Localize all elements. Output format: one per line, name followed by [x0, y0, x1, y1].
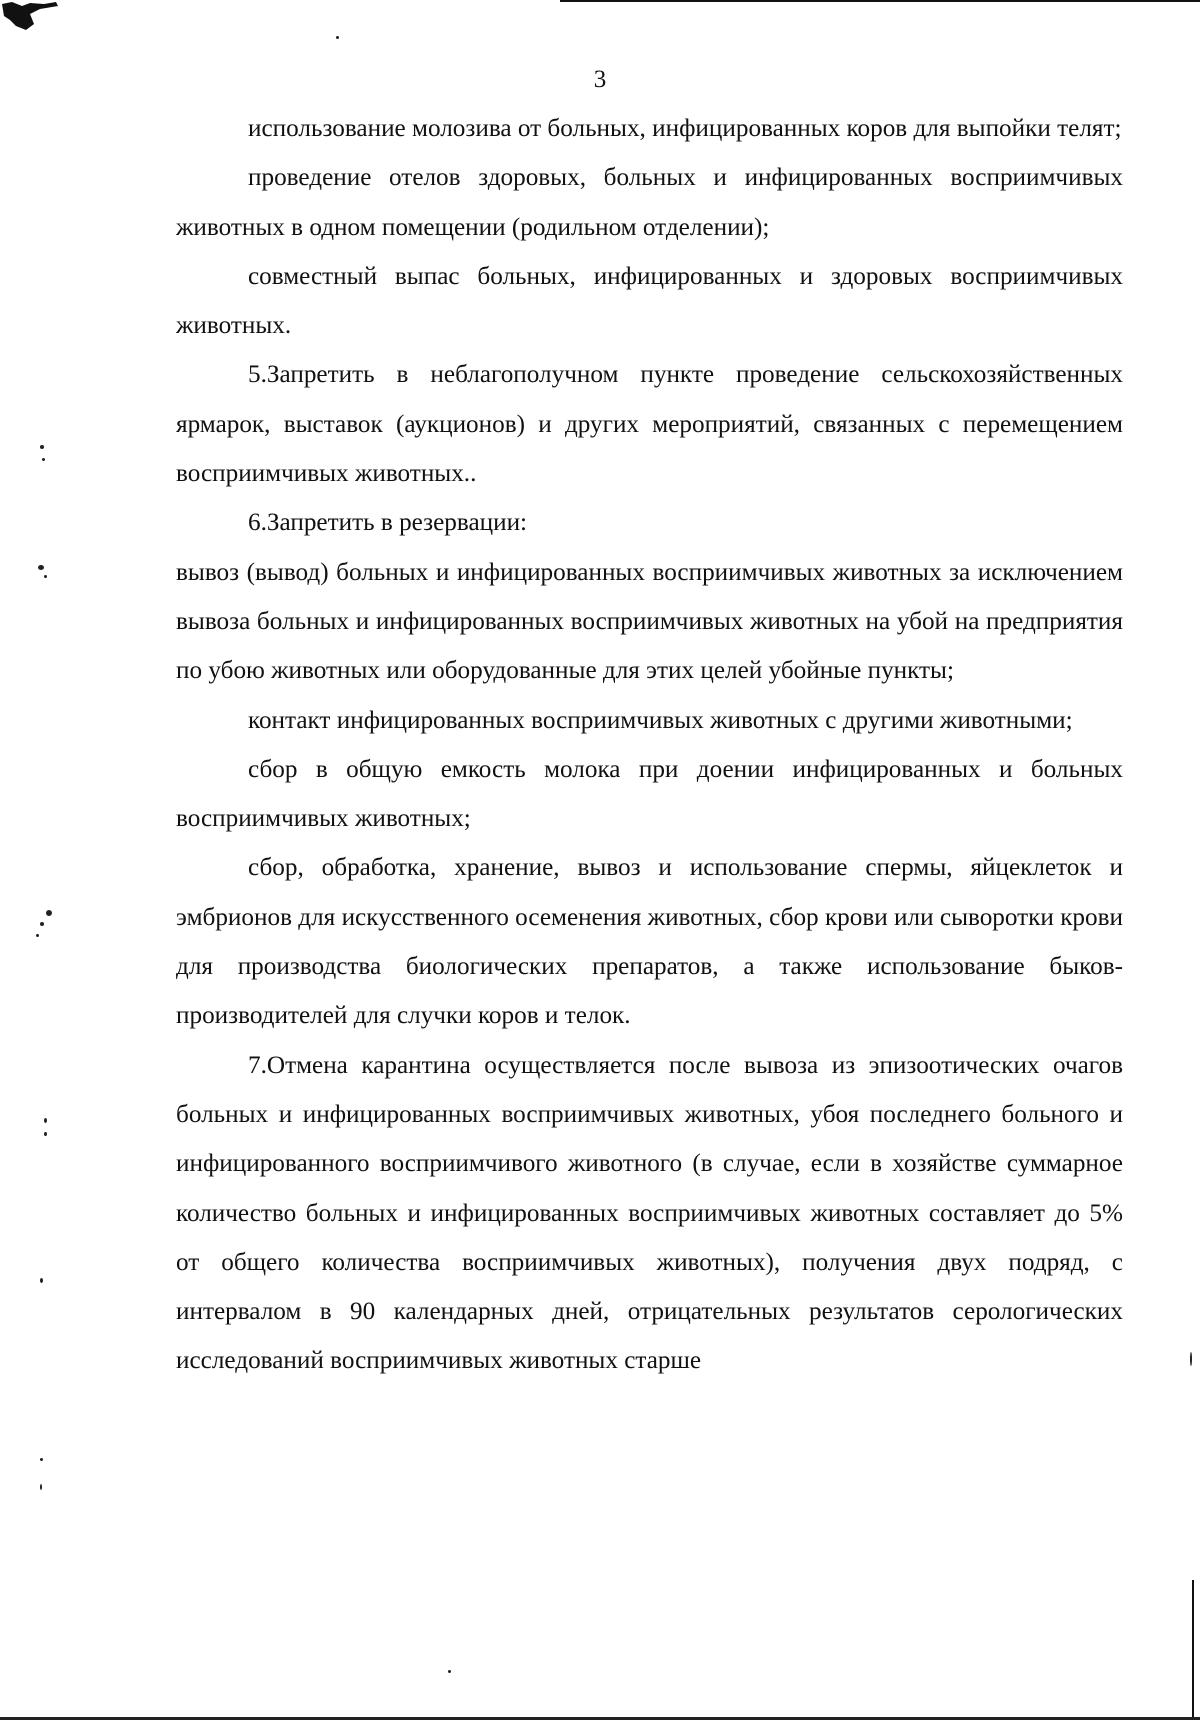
paragraph-grazing: совместный выпас больных, инфицированных и здоровых восприимчивых животных. — [176, 262, 1123, 340]
scan-speck — [448, 1670, 451, 1673]
scan-speck — [44, 1118, 47, 1123]
scan-speck — [44, 1132, 47, 1136]
paragraph-item-5: 5.Запретить в неблагополучном пункте проведение сельскохозяйственных ярмарок, выставок (аукционов) и других мероприятий, связанных с перемещением восприимчивых животных.. — [176, 361, 1123, 488]
scan-speck — [1190, 1352, 1192, 1366]
paragraph-contact: контакт инфицированных восприимчивых животных с другими животными; — [248, 706, 1073, 734]
scan-border-top — [560, 0, 1200, 2]
paragraph-item-7: 7.Отмена карантина осуществляется после вывоза из эпизоотических очагов больных и инфицированных восприимчивых животных, убоя последнего больного и инфицированного восприимчивого животного (в случае, если в хозяйстве суммарное количество больных и инфицированных восприимчивых животных составляет до 5% от общего количества восприимчивых животных), получения двух подряд, с интервалом в 90 календарных дней, отрицательных результатов серологических исследований восприимчивых животных старше — [176, 1051, 1123, 1375]
paragraph-item-6: 6.Запретить в резервации: — [248, 509, 528, 537]
scan-speck — [40, 445, 44, 449]
scan-speck — [42, 458, 45, 461]
scan-speck — [36, 934, 39, 937]
page-number: 3 — [593, 66, 607, 93]
scan-corner-blot — [0, 0, 60, 34]
scan-speck — [40, 1484, 42, 1490]
paragraph-colostrum: использование молозива от больных, инфицированных коров для выпойки телят; — [248, 115, 1122, 142]
paragraph-calving: проведение отелов здоровых, больных и инфицированных восприимчивых животных в одном помещении (родильном отделении); — [176, 164, 1123, 241]
document-body — [176, 104, 1123, 1386]
paragraph-sperm: сбор, обработка, хранение, вывоз и использование спермы, яйцеклеток и эмбрионов для искусственного осеменения животных, сбор крови или сыворотки крови для производства биологических препаратов, а также использование быков-производителей для случки коров и телок. — [176, 854, 1123, 1030]
scan-speck — [40, 1458, 43, 1461]
scan-speck — [336, 36, 339, 39]
scan-border-right — [1192, 1580, 1194, 1720]
scan-speck — [38, 565, 44, 570]
scan-speck — [44, 575, 47, 578]
scan-speck — [46, 910, 52, 916]
paragraph-export: вывоз (вывод) больных и инфицированных восприимчивых животных за исключением вывоза больных и инфицированных восприимчивых животных на убой на предприятия по убою животных или оборудованные для этих целей убойные пункты; — [176, 558, 1123, 685]
paragraph-milk: сбор в общую емкость молока при доении инфицированных и больных восприимчивых животных; — [176, 755, 1123, 833]
scan-speck — [40, 1278, 43, 1283]
scan-speck — [40, 922, 44, 926]
